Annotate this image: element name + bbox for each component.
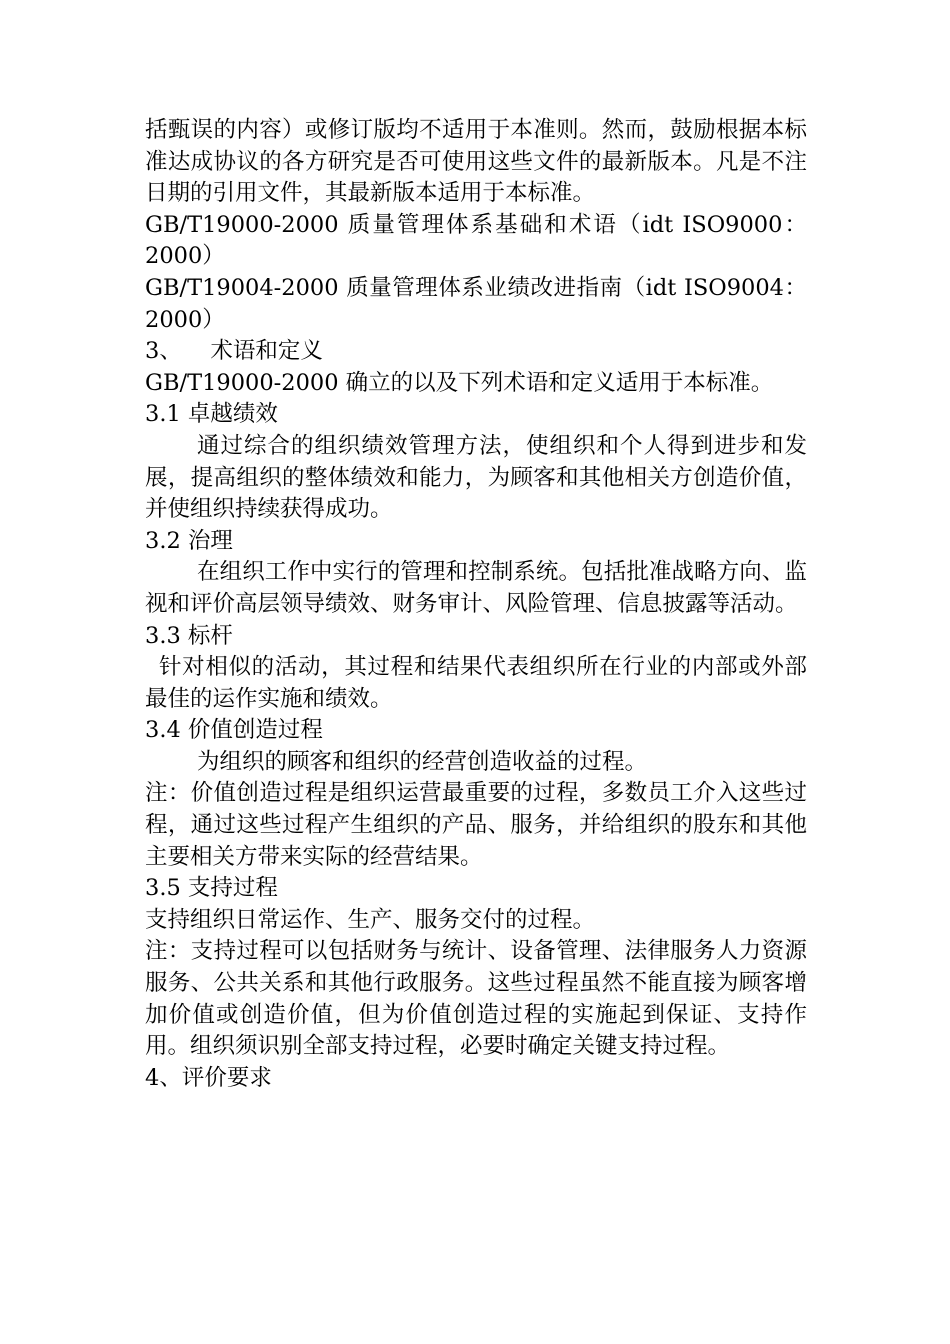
term-heading-3-2: 3.2 治理	[145, 527, 233, 554]
term-note-3-4: 注：价值创造过程是组织运营最重要的过程，多数员工介入这些过程，通过这些过程产生组织的产品、服务，并给组织的股东和其他主要相关方带来实际的经营结果。	[145, 780, 807, 870]
section-heading-3: 3、 术语和定义	[145, 338, 323, 365]
term-heading-3-3: 3.3 标杆	[145, 622, 233, 649]
term-heading-3-1: 3.1 卓越绩效	[145, 401, 278, 428]
term-definition-3-5: 支持组织日常运作、生产、服务交付的过程。	[145, 906, 596, 933]
term-definition-3-3: 针对相似的活动，其过程和结果代表组织所在行业的内部或外部最佳的运作实施和绩效。	[145, 654, 807, 712]
intro-paragraph: 括甄误的内容）或修订版均不适用于本准则。然而，鼓励根据本标准达成协议的各方研究是否可使用这些文件的最新版本。凡是不注日期的引用文件，其最新版本适用于本标准。	[145, 117, 807, 207]
section-3-intro: GB/T19000-2000 确立的以及下列术语和定义适用于本标准。	[145, 369, 774, 396]
document-body	[145, 115, 807, 1094]
term-definition-3-1: 通过综合的组织绩效管理方法，使组织和个人得到进步和发展，提高组织的整体绩效和能力，为顾客和其他相关方创造价值，并使组织持续获得成功。	[145, 432, 807, 523]
term-definition-3-2: 在组织工作中实行的管理和控制系统。包括批准战略方向、监视和评价高层领导绩效、财务审计、风险管理、信息披露等活动。	[145, 559, 807, 617]
reference-gb19004: GB/T19004-2000 质量管理体系业绩改进指南（idt ISO9004：2000）	[145, 274, 807, 333]
reference-gb19000: GB/T19000-2000 质量管理体系基础和术语（idt ISO9000：2000）	[145, 211, 807, 270]
term-heading-3-4: 3.4 价值创造过程	[145, 717, 323, 744]
term-definition-3-4: 为组织的顾客和组织的经营创造收益的过程。	[197, 748, 648, 775]
section-heading-4: 4、评价要求	[145, 1064, 272, 1091]
term-note-3-5: 注：支持过程可以包括财务与统计、设备管理、法律服务人力资源服务、公共关系和其他行政服务。这些过程虽然不能直接为顾客增加价值或创造价值，但为价值创造过程的实施起到保证、支持作用。组织须识别全部支持过程，必要时确定关键支持过程。	[145, 938, 807, 1060]
term-heading-3-5: 3.5 支持过程	[145, 875, 278, 902]
